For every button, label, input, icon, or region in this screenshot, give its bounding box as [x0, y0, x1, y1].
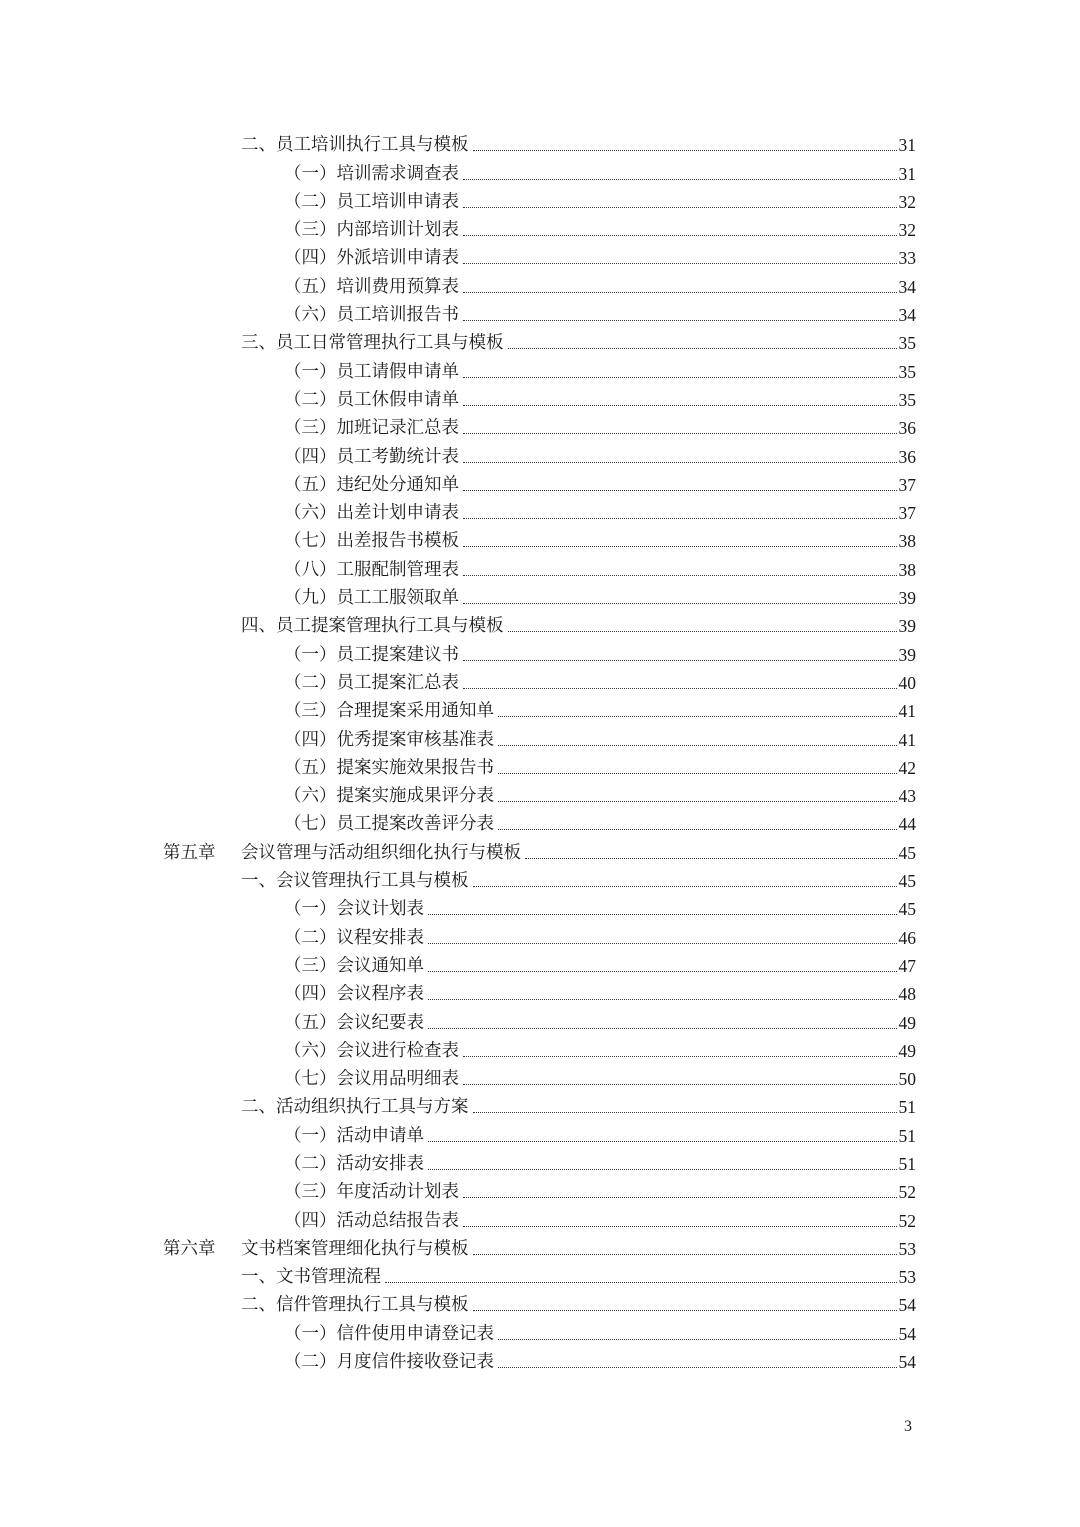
- toc-entry-label: （六）会议进行检查表: [284, 1040, 459, 1061]
- toc-entry-label: （七）员工提案改善评分表: [284, 814, 494, 835]
- toc-entry: [284, 1040, 916, 1062]
- toc-entry-label: 一、文书管理流程: [241, 1267, 381, 1288]
- toc-row: [0, 1008, 1080, 1036]
- toc-row: [0, 527, 1080, 555]
- toc-page-number: 54: [898, 1323, 916, 1344]
- toc-entry-label: 四、员工提案管理执行工具与模板: [241, 616, 504, 637]
- toc-page-number: 41: [898, 701, 916, 722]
- toc-dot-leader: [463, 1196, 897, 1198]
- toc-entry-label: （三）内部培训计划表: [284, 220, 459, 241]
- toc-dot-leader: [498, 800, 897, 802]
- toc-dot-leader: [463, 574, 897, 576]
- toc-page-number: 46: [898, 927, 916, 948]
- toc-row: [0, 782, 1080, 810]
- toc-dot-leader: [463, 234, 897, 236]
- toc-dot-leader: [498, 772, 897, 774]
- toc-chapter-number: 第五章: [163, 842, 216, 863]
- toc-page-number: 31: [898, 135, 916, 156]
- toc-page-number: 53: [898, 1238, 916, 1259]
- toc-dot-leader: [463, 404, 897, 406]
- toc-row: [0, 1263, 1080, 1291]
- toc-entry: [284, 502, 916, 524]
- toc-row: [0, 1037, 1080, 1065]
- toc-row: [0, 329, 1080, 357]
- toc-row: [0, 1150, 1080, 1178]
- toc-row: [0, 1348, 1080, 1376]
- toc-row: [0, 697, 1080, 725]
- toc-row: [0, 1065, 1080, 1093]
- toc-entry: [284, 729, 916, 751]
- toc-entry-label: 二、员工培训执行工具与模板: [241, 135, 469, 156]
- toc-dot-leader: [498, 828, 897, 830]
- toc-entry: [241, 1266, 916, 1288]
- toc-entry: [241, 1238, 916, 1260]
- toc-dot-leader: [473, 885, 897, 887]
- toc-page-number: 53: [898, 1267, 916, 1288]
- toc-entry-label: （四）活动总结报告表: [284, 1210, 459, 1231]
- toc-dot-leader: [463, 517, 897, 519]
- toc-entry: [284, 813, 916, 835]
- toc-entry: [241, 615, 916, 637]
- toc-dot-leader: [463, 178, 897, 180]
- toc-row: [0, 669, 1080, 697]
- toc-page-number: 49: [898, 1040, 916, 1061]
- toc-page-number: 39: [898, 616, 916, 637]
- toc-entry-label: （七）会议用品明细表: [284, 1069, 459, 1090]
- toc-dot-leader: [508, 347, 897, 349]
- toc-entry-label: （一）信件使用申请登记表: [284, 1323, 494, 1344]
- toc-row: [0, 159, 1080, 187]
- toc-page-number: 54: [898, 1295, 916, 1316]
- toc-row: [0, 272, 1080, 300]
- toc-entry-label: （三）加班记录汇总表: [284, 418, 459, 439]
- toc-entry: [284, 276, 916, 298]
- toc-dot-leader: [498, 744, 897, 746]
- toc-dot-leader: [473, 149, 897, 151]
- toc-dot-leader: [463, 461, 897, 463]
- toc-page-number: 48: [898, 984, 916, 1005]
- toc-page-number: 34: [898, 305, 916, 326]
- toc-entry: [284, 474, 916, 496]
- toc-entry: [284, 955, 916, 977]
- toc-row: [0, 923, 1080, 951]
- toc-page-number: 37: [898, 474, 916, 495]
- toc-row: [0, 867, 1080, 895]
- toc-dot-leader: [428, 970, 897, 972]
- toc-entry-label: 三、员工日常管理执行工具与模板: [241, 333, 504, 354]
- toc-dot-leader: [463, 1055, 897, 1057]
- toc-entry: [284, 983, 916, 1005]
- toc-row: [0, 612, 1080, 640]
- toc-row: [0, 357, 1080, 385]
- toc-row: [0, 188, 1080, 216]
- toc-entry: [241, 134, 916, 156]
- toc-page-number: 42: [898, 757, 916, 778]
- toc-row: [0, 725, 1080, 753]
- toc-entry: [284, 163, 916, 185]
- toc-row: [0, 584, 1080, 612]
- toc-entry: [284, 1351, 916, 1373]
- toc-dot-leader: [428, 1168, 897, 1170]
- toc-row: [0, 1121, 1080, 1149]
- toc-page-number: 36: [898, 418, 916, 439]
- toc-page-number: 32: [898, 220, 916, 241]
- toc-entry: [284, 927, 916, 949]
- toc-page-number: 39: [898, 588, 916, 609]
- toc-dot-leader: [463, 1225, 897, 1227]
- toc-row: [0, 1319, 1080, 1347]
- toc-page-number: 43: [898, 786, 916, 807]
- toc-row: [0, 1206, 1080, 1234]
- toc-page-number: 38: [898, 559, 916, 580]
- toc-row: [0, 1093, 1080, 1121]
- toc-entry: [284, 559, 916, 581]
- toc-entry: [284, 389, 916, 411]
- toc-entry: [284, 785, 916, 807]
- toc-entry-label: （四）外派培训申请表: [284, 248, 459, 269]
- toc-entry-label: （二）员工提案汇总表: [284, 672, 459, 693]
- toc-dot-leader: [463, 291, 897, 293]
- toc-entry: [284, 757, 916, 779]
- toc-page-number: 54: [898, 1352, 916, 1373]
- toc-entry-label: （五）违纪处分通知单: [284, 474, 459, 495]
- toc-page-number: 35: [898, 333, 916, 354]
- toc-row: [0, 442, 1080, 470]
- toc-row: [0, 640, 1080, 668]
- toc-dot-leader: [463, 602, 897, 604]
- toc-dot-leader: [463, 687, 897, 689]
- toc-entry: [284, 644, 916, 666]
- toc-entry: [284, 898, 916, 920]
- toc-page-number: 32: [898, 191, 916, 212]
- toc-page-number: 39: [898, 644, 916, 665]
- toc-entry: [284, 247, 916, 269]
- toc-page-number: 35: [898, 389, 916, 410]
- toc-row: [0, 414, 1080, 442]
- toc-page-number: 38: [898, 531, 916, 552]
- toc-row: [0, 216, 1080, 244]
- toc-entry: [284, 672, 916, 694]
- toc-page-number: 47: [898, 955, 916, 976]
- toc-entry-label: （二）员工休假申请单: [284, 389, 459, 410]
- toc-entry-label: （二）月度信件接收登记表: [284, 1352, 494, 1373]
- toc-entry: [284, 587, 916, 609]
- toc-entry: [284, 219, 916, 241]
- toc-entry-label: （二）员工培训申请表: [284, 191, 459, 212]
- toc-entry: [241, 332, 916, 354]
- toc-row: [0, 980, 1080, 1008]
- toc-page-number: 51: [898, 1125, 916, 1146]
- toc-page-number: 41: [898, 729, 916, 750]
- toc-entry-label: （四）员工考勤统计表: [284, 446, 459, 467]
- toc-dot-leader: [463, 319, 897, 321]
- toc-row: [0, 1178, 1080, 1206]
- toc-entry-label: （四）会议程序表: [284, 984, 424, 1005]
- toc-page-number: 51: [898, 1097, 916, 1118]
- toc-entry-label: （三）合理提案采用通知单: [284, 701, 494, 722]
- toc-page-number: 51: [898, 1153, 916, 1174]
- toc-dot-leader: [498, 715, 897, 717]
- toc-page-number: 33: [898, 248, 916, 269]
- toc-dot-leader: [463, 432, 897, 434]
- toc-entry: [284, 1210, 916, 1232]
- toc-entry: [241, 870, 916, 892]
- toc-entry: [284, 446, 916, 468]
- toc-entry-label: （一）活动申请单: [284, 1125, 424, 1146]
- toc-dot-leader: [463, 262, 897, 264]
- toc-entry-label: （六）员工培训报告书: [284, 305, 459, 326]
- toc-page-number: 49: [898, 1012, 916, 1033]
- toc-dot-leader: [463, 1083, 897, 1085]
- toc-entry-label: 一、会议管理执行工具与模板: [241, 871, 469, 892]
- toc-page-number: 45: [898, 899, 916, 920]
- toc-entry-label: （二）议程安排表: [284, 927, 424, 948]
- toc-row: [0, 555, 1080, 583]
- toc-dot-leader: [428, 913, 897, 915]
- toc-page-number: 44: [898, 814, 916, 835]
- toc-page-number: 45: [898, 871, 916, 892]
- toc-entry: [284, 1323, 916, 1345]
- toc-dot-leader: [473, 1309, 897, 1311]
- toc-page-number: 52: [898, 1182, 916, 1203]
- toc-page-number: 52: [898, 1210, 916, 1231]
- toc-page-number: 40: [898, 672, 916, 693]
- toc-entry-label: （五）提案实施效果报告书: [284, 757, 494, 778]
- toc-entry: [284, 700, 916, 722]
- toc-entry-label: 会议管理与活动组织细化执行与模板: [241, 842, 521, 863]
- toc-entry-label: （一）员工请假申请单: [284, 361, 459, 382]
- toc-dot-leader: [498, 1366, 897, 1368]
- toc-entry: [241, 1096, 916, 1118]
- toc-dot-leader: [463, 376, 897, 378]
- toc-dot-leader: [463, 545, 897, 547]
- toc-row: [0, 1291, 1080, 1319]
- toc-entry: [284, 1181, 916, 1203]
- toc-row: [0, 895, 1080, 923]
- page-number: 3: [904, 1418, 912, 1435]
- toc-page-number: 37: [898, 503, 916, 524]
- toc-entry-label: （九）员工工服领取单: [284, 588, 459, 609]
- toc-dot-leader: [508, 630, 897, 632]
- toc-dot-leader: [463, 206, 897, 208]
- table-of-contents: [0, 131, 1080, 1376]
- toc-dot-leader: [498, 1338, 897, 1340]
- toc-entry: [284, 191, 916, 213]
- toc-row: [0, 838, 1080, 866]
- toc-entry: [284, 1125, 916, 1147]
- toc-entry-label: （二）活动安排表: [284, 1153, 424, 1174]
- toc-entry-label: 二、活动组织执行工具与方案: [241, 1097, 469, 1118]
- toc-entry-label: （一）培训需求调查表: [284, 163, 459, 184]
- toc-row: [0, 386, 1080, 414]
- toc-row: [0, 471, 1080, 499]
- toc-entry-label: （五）会议纪要表: [284, 1012, 424, 1033]
- toc-entry-label: （七）出差报告书模板: [284, 531, 459, 552]
- toc-page-number: 50: [898, 1069, 916, 1090]
- toc-entry-label: （四）优秀提案审核基准表: [284, 729, 494, 750]
- toc-entry-label: （一）会议计划表: [284, 899, 424, 920]
- toc-entry-label: （五）培训费用预算表: [284, 276, 459, 297]
- toc-dot-leader: [525, 857, 897, 859]
- toc-page-number: 36: [898, 446, 916, 467]
- toc-row: [0, 1235, 1080, 1263]
- toc-entry: [284, 361, 916, 383]
- toc-entry-label: （六）提案实施成果评分表: [284, 786, 494, 807]
- toc-page-number: 35: [898, 361, 916, 382]
- toc-entry: [284, 1012, 916, 1034]
- toc-chapter-number: 第六章: [163, 1238, 216, 1259]
- toc-row: [0, 131, 1080, 159]
- toc-page-number: 31: [898, 163, 916, 184]
- toc-row: [0, 754, 1080, 782]
- toc-entry-label: （八）工服配制管理表: [284, 559, 459, 580]
- toc-entry-label: 文书档案管理细化执行与模板: [241, 1238, 469, 1259]
- toc-dot-leader: [473, 1111, 897, 1113]
- toc-dot-leader: [428, 998, 897, 1000]
- toc-entry-label: （三）年度活动计划表: [284, 1182, 459, 1203]
- toc-entry: [284, 1153, 916, 1175]
- toc-entry: [284, 530, 916, 552]
- toc-row: [0, 244, 1080, 272]
- toc-row: [0, 499, 1080, 527]
- toc-dot-leader: [428, 1140, 897, 1142]
- toc-entry-label: （一）员工提案建议书: [284, 644, 459, 665]
- toc-entry-label: 二、信件管理执行工具与模板: [241, 1295, 469, 1316]
- toc-entry: [284, 417, 916, 439]
- toc-entry: [284, 1068, 916, 1090]
- toc-row: [0, 301, 1080, 329]
- toc-dot-leader: [385, 1281, 897, 1283]
- toc-entry-label: （三）会议通知单: [284, 955, 424, 976]
- toc-entry: [284, 304, 916, 326]
- toc-row: [0, 952, 1080, 980]
- toc-entry-label: （六）出差计划申请表: [284, 503, 459, 524]
- toc-dot-leader: [463, 489, 897, 491]
- toc-page-number: 45: [898, 842, 916, 863]
- toc-page-number: 34: [898, 276, 916, 297]
- toc-dot-leader: [428, 1027, 897, 1029]
- toc-dot-leader: [428, 942, 897, 944]
- toc-entry: [241, 1294, 916, 1316]
- toc-dot-leader: [463, 659, 897, 661]
- toc-row: [0, 810, 1080, 838]
- toc-entry: [241, 842, 916, 864]
- toc-dot-leader: [473, 1253, 897, 1255]
